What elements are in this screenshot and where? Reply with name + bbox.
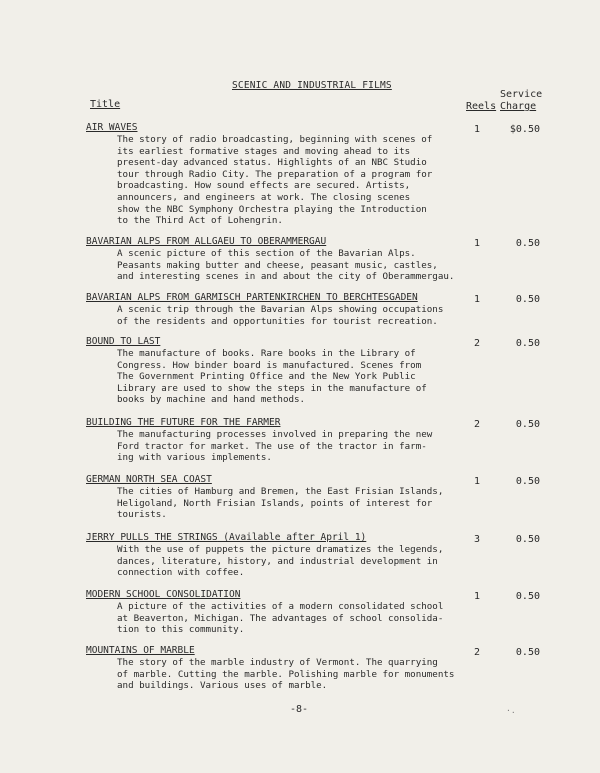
film-charge: 0.50 <box>515 419 540 430</box>
film-title: BUILDING THE FUTURE FOR THE FARMER <box>86 417 281 428</box>
film-description: A picture of the activities of a modern consolidated school at Beaverton, Michigan. The advantages of school consolida- tion to this community. <box>117 601 444 636</box>
film-description: A scenic trip through the Bavarian Alps showing occupations of the residents and opportunities for tourist recreation. <box>117 304 444 327</box>
film-charge: 0.50 <box>515 591 540 602</box>
film-description: A scenic picture of this section of the Bavarian Alps. Peasants making butter and cheese, peasant music, castles, and interesting scenes in and about the city of Oberammergau. <box>117 248 455 283</box>
film-title-note: (Available after April 1) <box>217 532 367 543</box>
film-charge: 0.50 <box>515 294 540 305</box>
film-entry <box>86 122 556 227</box>
film-title: JERRY PULLS THE STRINGS <box>86 532 218 543</box>
film-reels: 1 <box>474 238 481 249</box>
film-reels: 2 <box>474 647 481 658</box>
film-entry <box>86 589 556 636</box>
column-header-reels: Reels <box>466 101 497 112</box>
film-charge: $0.50 <box>509 124 540 135</box>
film-title: MODERN SCHOOL CONSOLIDATION <box>86 589 241 600</box>
column-header-service-charge <box>500 89 542 113</box>
film-charge: 0.50 <box>515 476 540 487</box>
film-title: BOUND TO LAST <box>86 336 161 347</box>
film-entry <box>86 236 556 283</box>
film-reels: 1 <box>474 294 481 305</box>
film-entry <box>86 336 556 406</box>
film-entry <box>86 532 556 579</box>
column-header-service: Service <box>500 89 543 100</box>
film-reels: 3 <box>474 534 481 545</box>
film-title: AIR WAVES <box>86 122 138 133</box>
column-header-title: Title <box>90 99 121 110</box>
corner-mark: ·. <box>506 706 516 715</box>
film-title: MOUNTAINS OF MARBLE <box>86 645 195 656</box>
film-charge: 0.50 <box>515 534 540 545</box>
film-reels: 1 <box>474 124 481 135</box>
page-number: -8- <box>290 704 309 715</box>
film-reels: 1 <box>474 591 481 602</box>
film-reels: 1 <box>474 476 481 487</box>
film-entry <box>86 292 556 327</box>
film-entry <box>86 417 556 464</box>
film-charge: 0.50 <box>515 238 540 249</box>
film-title: BAVARIAN ALPS FROM ALLGAEU TO OBERAMMERGAU <box>86 236 327 247</box>
film-description: The manufacturing processes involved in preparing the new Ford tractor for market. The use of the tractor in farm- ing with various implements. <box>117 429 433 464</box>
film-charge: 0.50 <box>515 338 540 349</box>
film-description: The story of radio broadcasting, beginning with scenes of its earliest formative stages and moving ahead to its present-day advanced status. Highlights of an NBC Studio tour through Radio City. The preparation of a program for broadcasting. How sound effects are secured. Artists, announcers, and engineers at work. The closing scenes show the NBC Symphony Orchestra playing the Introduction to the Third Act of Lohengrin. <box>117 134 433 227</box>
film-description: The cities of Hamburg and Bremen, the East Frisian Islands, Heligoland, North Frisian Islands, points of interest for tourists. <box>117 486 444 521</box>
film-title: GERMAN NORTH SEA COAST <box>86 474 212 485</box>
film-description: The story of the marble industry of Vermont. The quarrying of marble. Cutting the marble. Polishing marble for monuments and buildings. Various uses of marble. <box>117 657 455 692</box>
film-charge: 0.50 <box>515 647 540 658</box>
film-description: The manufacture of books. Rare books in the Library of Congress. How binder board is manufactured. Scenes from The Government Printing Office and the New York Public Library are used to show the steps in the manufacture of books by machine and hand methods. <box>117 348 427 406</box>
page-heading: SCENIC AND INDUSTRIAL FILMS <box>232 80 392 91</box>
film-title-line <box>86 532 556 544</box>
film-entry <box>86 474 556 521</box>
film-title: BAVARIAN ALPS FROM GARMISCH PARTENKIRCHEN TO BERCHTESGADEN <box>86 292 418 303</box>
film-entry <box>86 645 556 692</box>
film-description: With the use of puppets the picture dramatizes the legends, dances, literature, history, and industrial development in connection with coffee. <box>117 544 444 579</box>
column-header-charge: Charge <box>500 101 537 112</box>
film-reels: 2 <box>474 338 481 349</box>
film-reels: 2 <box>474 419 481 430</box>
